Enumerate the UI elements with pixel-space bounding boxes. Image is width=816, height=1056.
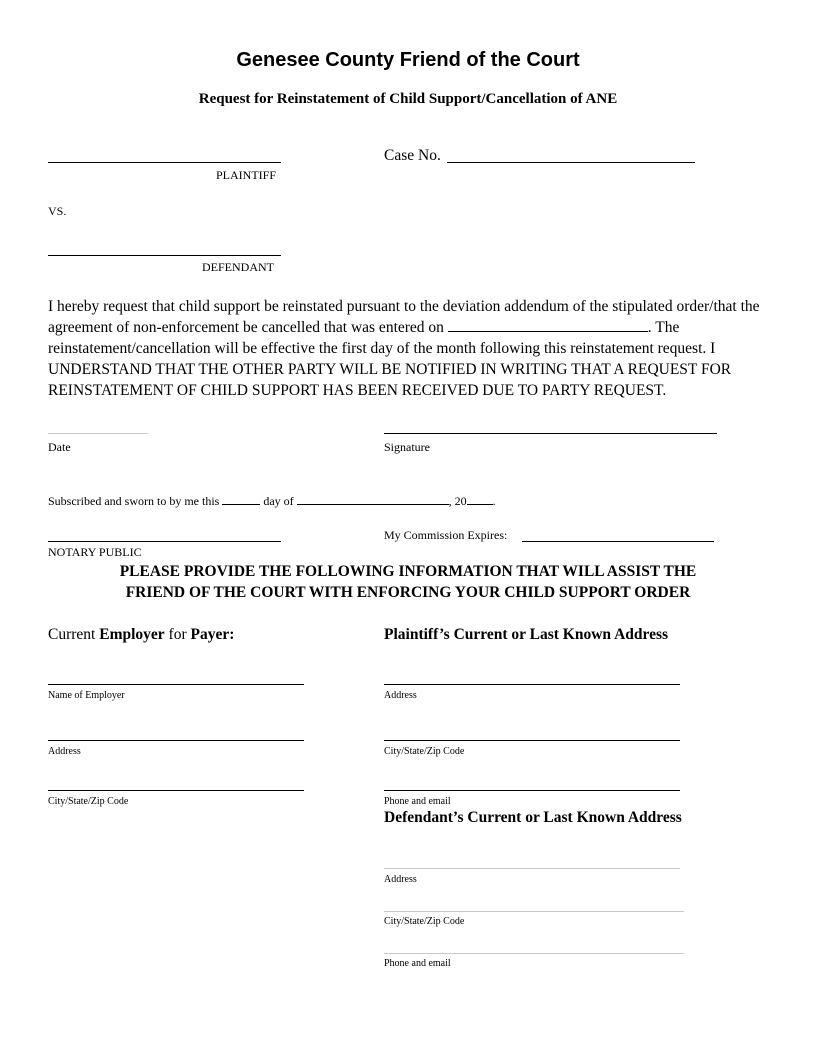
employer-heading-employer: Employer — [99, 626, 165, 643]
day-of-text: day of — [263, 494, 294, 508]
defendant-city-line[interactable] — [384, 911, 684, 912]
page-subtitle: Request for Reinstatement of Child Support/Cancellation of ANE — [198, 91, 618, 107]
employer-address-line[interactable] — [48, 740, 304, 741]
defendant-name-line[interactable] — [48, 255, 281, 256]
defendant-city-label: City/State/Zip Code — [384, 916, 465, 927]
signature-line[interactable] — [384, 433, 717, 434]
defendant-label: DEFENDANT — [202, 260, 274, 274]
sworn-period: . — [492, 494, 496, 508]
employer-heading-payer: Payer: — [190, 626, 235, 643]
plaintiff-label: PLAINTIFF — [216, 168, 277, 182]
employer-heading-current: Current — [48, 626, 100, 643]
request-paragraph — [48, 296, 773, 401]
request-text-before: I hereby request that child support be reinstated pursuant to the deviation addendum of the stipulated order/that the agreement of non-enforcement be cancelled that was entered on — [48, 298, 760, 336]
employer-city-label: City/State/Zip Code — [48, 796, 129, 807]
signature-label: Signature — [384, 440, 430, 454]
sworn-day-line[interactable] — [222, 493, 260, 505]
order-date-line[interactable] — [448, 318, 648, 332]
year-prefix: , 20 — [448, 494, 467, 508]
defendant-address-line[interactable] — [384, 868, 680, 869]
commission-expires-label: My Commission Expires: — [384, 528, 508, 542]
employer-heading-for: for — [164, 626, 191, 643]
vs-label: VS. — [48, 204, 67, 218]
plaintiff-address-label: Address — [384, 690, 417, 701]
employer-name-line[interactable] — [48, 684, 304, 685]
page-title: Genesee County Friend of the Court — [236, 49, 580, 71]
case-no-line[interactable] — [447, 162, 695, 163]
notary-public-label: NOTARY PUBLIC — [48, 545, 142, 559]
info-heading-line2: FRIEND OF THE COURT WITH ENFORCING YOUR CHILD SUPPORT ORDER — [125, 584, 691, 601]
defendant-address-label: Address — [384, 874, 417, 885]
defendant-phone-line[interactable] — [384, 953, 684, 954]
commission-expires-line[interactable] — [522, 541, 714, 542]
info-heading-line1: PLEASE PROVIDE THE FOLLOWING INFORMATION THAT WILL ASSIST THE — [119, 563, 697, 580]
sworn-prefix: Subscribed and sworn to by me this — [48, 494, 220, 508]
plaintiff-phone-label: Phone and email — [384, 796, 451, 807]
employer-name-label: Name of Employer — [48, 690, 125, 701]
sworn-statement — [48, 493, 496, 509]
sworn-year-line[interactable] — [467, 493, 493, 505]
employer-address-label: Address — [48, 746, 81, 757]
request-text-after: . The reinstatement/cancellation will be effective the first day of the month following this reinstatement request. I UNDERSTAND THAT THE OTHER PARTY WILL BE NOTIFIED IN WRITING THAT A REQUEST FOR REINSTATEMENT OF CHILD SUPPORT HAS BEEN RECEIVED DUE TO PARTY REQUEST. — [48, 319, 732, 399]
plaintiff-address-line[interactable] — [384, 684, 680, 685]
plaintiff-name-line[interactable] — [48, 162, 281, 163]
plaintiff-city-label: City/State/Zip Code — [384, 746, 465, 757]
date-label: Date — [48, 440, 71, 454]
defendant-address-heading: Defendant’s Current or Last Known Address — [384, 809, 682, 826]
employer-city-line[interactable] — [48, 790, 304, 791]
plaintiff-address-heading: Plaintiff’s Current or Last Known Address — [384, 626, 669, 643]
plaintiff-city-line[interactable] — [384, 740, 680, 741]
defendant-phone-label: Phone and email — [384, 958, 451, 969]
employer-heading — [48, 626, 234, 644]
sworn-month-line[interactable] — [297, 493, 449, 505]
plaintiff-phone-line[interactable] — [384, 790, 680, 791]
case-no-label: Case No. — [384, 147, 441, 164]
notary-signature-line[interactable] — [48, 541, 281, 542]
date-line[interactable] — [48, 433, 148, 434]
